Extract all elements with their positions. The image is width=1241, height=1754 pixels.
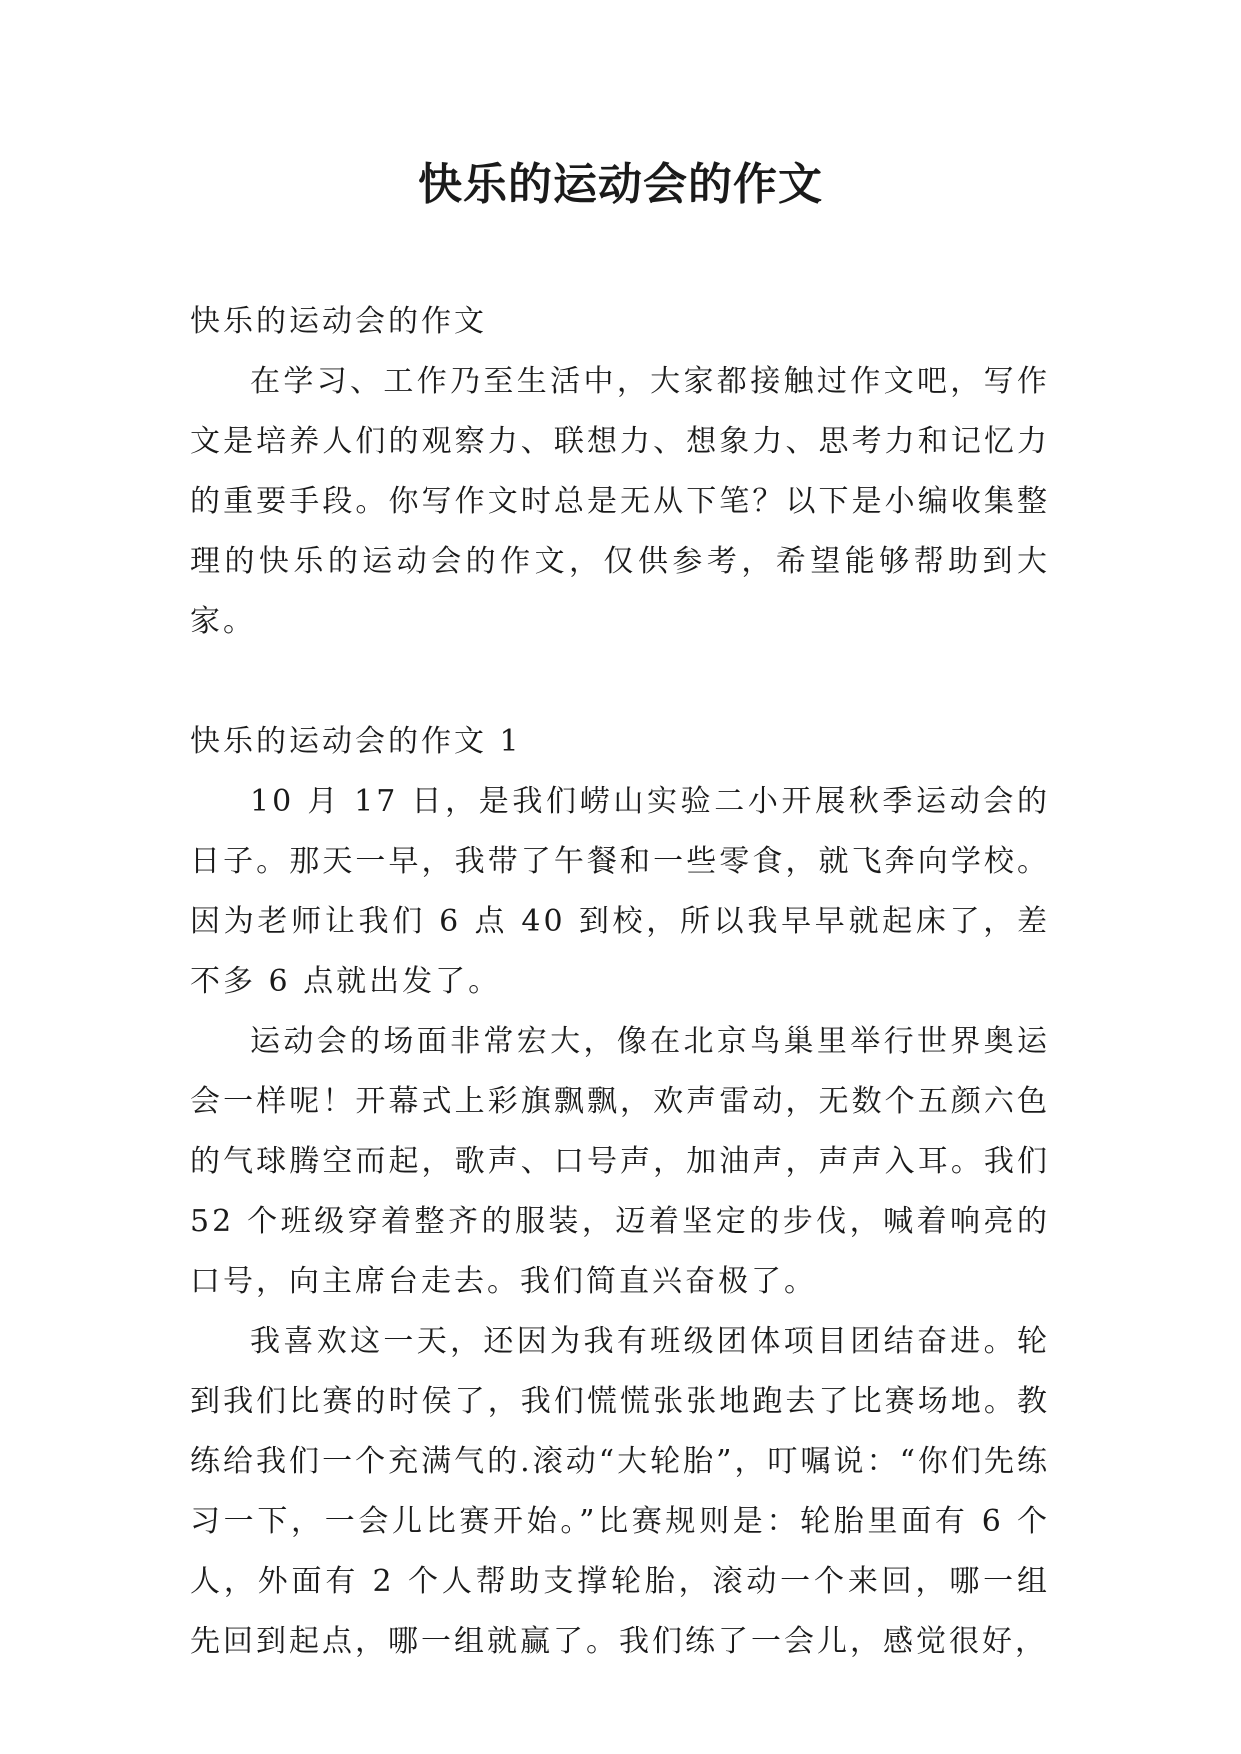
intro-heading: 快乐的运动会的作文	[190, 304, 487, 339]
essay1-paragraph-3: 我喜欢这一天，还因为我有班级团体项目团结奋进。轮到我们比赛的时侯了，我们慌慌张张地跑去了比赛场地。教练给我们一个充满气的.滚动“大轮胎”，叮嘱说：“你们先练习一下，一会儿比赛开始。”比赛规则是：轮胎里面有 6 个人，外面有 2 个人帮助支撑轮胎，滚动一个来回，哪一组先回到起点，哪一组就赢了。我们练了一会儿，感觉很好，	[190, 1324, 1050, 1659]
essay1-paragraph-2: 运动会的场面非常宏大，像在北京鸟巢里举行世界奥运会一样呢！开幕式上彩旗飘飘，欢声雷动，无数个五颜六色的气球腾空而起，歌声、口号声，加油声，声声入耳。我们 52 个班级穿着整齐的服装，迈着坚定的步伐，喊着响亮的口号，向主席台走去。我们简直兴奋极了。	[190, 1024, 1050, 1299]
document-body	[190, 292, 1050, 1672]
document-title: 快乐的运动会的作文	[418, 159, 823, 210]
intro-paragraph: 在学习、工作乃至生活中，大家都接触过作文吧，写作文是培养人们的观察力、联想力、想象力、思考力和记忆力的重要手段。你写作文时总是无从下笔？以下是小编收集整理的快乐的运动会的作文，仅供参考，希望能够帮助到大家。	[190, 364, 1050, 639]
essay1-heading: 快乐的运动会的作文 1	[190, 724, 522, 759]
section-spacer	[190, 652, 1050, 712]
essay1-paragraph-1: 10 月 17 日，是我们崂山实验二小开展秋季运动会的日子。那天一早，我带了午餐和一些零食，就飞奔向学校。因为老师让我们 6 点 40 到校，所以我早早就起床了，差不多 6 点就出发了。	[190, 784, 1050, 999]
